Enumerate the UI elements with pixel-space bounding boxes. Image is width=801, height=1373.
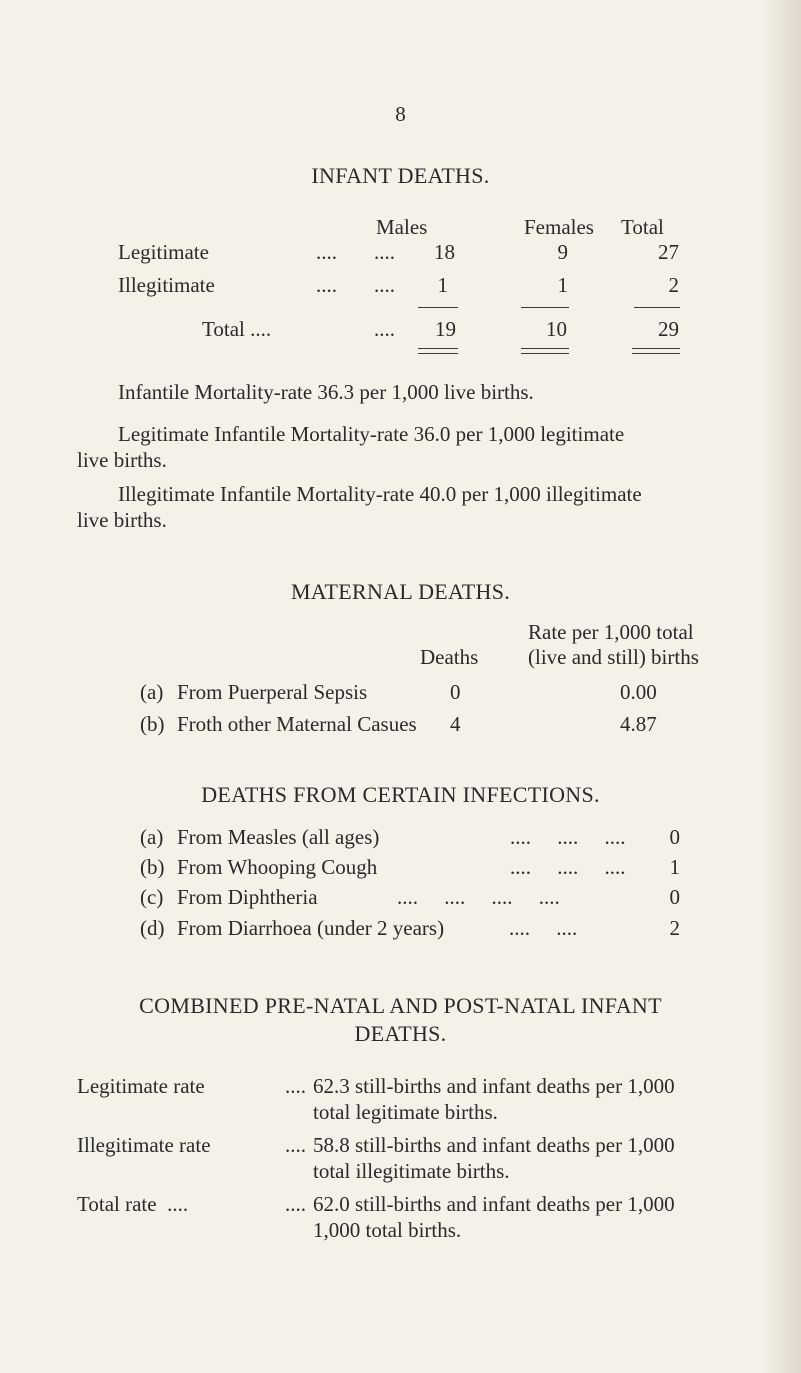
combined-row-legitimate-label: Legitimate rate xyxy=(77,1074,205,1098)
total-double-rule-males xyxy=(418,348,458,354)
legitimate-rate-line2: live births. xyxy=(77,448,167,472)
maternal-row-a-label: From Puerperal Sepsis xyxy=(177,680,368,704)
legitimate-rate-line1: Legitimate Infantile Mortality-rate 36.0 per 1,000 legitimate xyxy=(118,422,625,446)
infantile-mortality-rate-text: Infantile Mortality-rate 36.3 per 1,000 live births. xyxy=(118,380,534,404)
total-row-label: Total .... xyxy=(202,317,272,341)
combined-title-line2: DEATHS. xyxy=(354,1021,447,1046)
row-legitimate-males: 18 xyxy=(434,240,455,264)
maternal-row-a-deaths: 0 xyxy=(450,680,461,704)
infection-row-a-value: 0 xyxy=(669,825,680,849)
maternal-row-b-rate: 4.87 xyxy=(620,712,657,736)
infection-row-c-value: 0 xyxy=(669,885,680,909)
infection-row-d-label: From Diarrhoea (under 2 years) xyxy=(177,916,445,940)
maternal-header-rate-line2: (live and still) births xyxy=(528,645,699,669)
maternal-header-rate-line1: Rate per 1,000 total xyxy=(528,620,694,644)
subtotal-rule-females xyxy=(521,307,569,308)
maternal-row-a-rate: 0.00 xyxy=(620,680,657,704)
combined-row-illegitimate-label: Illegitimate rate xyxy=(77,1133,211,1157)
total-row-males: 19 xyxy=(435,317,456,341)
maternal-row-b-letter: (b) xyxy=(140,712,165,736)
infections-title: DEATHS FROM CERTAIN INFECTIONS. xyxy=(201,782,600,807)
row-legitimate-dots2: .... xyxy=(374,240,395,264)
maternal-row-b-deaths: 4 xyxy=(450,712,461,736)
combined-row-legitimate-line1: 62.3 still-births and infant deaths per 1,000 xyxy=(313,1074,675,1098)
infection-row-b-letter: (b) xyxy=(140,855,165,879)
infection-row-a-letter: (a) xyxy=(140,825,164,849)
combined-row-total-line1: 62.0 still-births and infant deaths per 1,000 xyxy=(313,1192,675,1216)
total-double-rule-females xyxy=(521,348,569,354)
row-legitimate-dots1: .... xyxy=(316,240,337,264)
combined-row-total-label: Total rate .... xyxy=(77,1192,189,1216)
illegitimate-rate-line1: Illegitimate Infantile Mortality-rate 40.0 per 1,000 illegitimate xyxy=(118,482,642,506)
illegitimate-rate-line2: live births. xyxy=(77,508,167,532)
row-legitimate-label: Legitimate xyxy=(118,240,209,264)
infection-row-d-dots: .... .... xyxy=(509,916,578,940)
total-row-females: 10 xyxy=(546,317,567,341)
combined-title-line1: COMBINED PRE-NATAL AND POST-NATAL INFANT xyxy=(139,993,662,1018)
infection-row-c-label: From Diphtheria xyxy=(177,885,318,909)
row-illegitimate-label: Illegitimate xyxy=(118,273,215,297)
row-illegitimate-females: 1 xyxy=(557,273,568,297)
row-illegitimate-males: 1 xyxy=(437,273,448,297)
infection-row-b-label: From Whooping Cough xyxy=(177,855,378,879)
total-double-rule-total xyxy=(632,348,680,354)
row-illegitimate-dots1: .... xyxy=(316,273,337,297)
infection-row-a-label: From Measles (all ages) xyxy=(177,825,380,849)
combined-row-illegitimate-line1: 58.8 still-births and infant deaths per 1,000 xyxy=(313,1133,675,1157)
infection-row-b-value: 1 xyxy=(669,855,680,879)
maternal-row-b-label: Froth other Maternal Casues xyxy=(177,712,417,736)
header-total: Total xyxy=(621,215,664,239)
infection-row-a-dots: .... .... .... xyxy=(510,825,626,849)
maternal-row-a-letter: (a) xyxy=(140,680,164,704)
maternal-deaths-title: MATERNAL DEATHS. xyxy=(290,579,511,604)
infant-deaths-title: INFANT DEATHS. xyxy=(311,163,490,188)
page-number: 8 xyxy=(395,102,406,126)
row-legitimate-females: 9 xyxy=(557,240,568,264)
infection-row-b-dots: .... .... .... xyxy=(510,855,626,879)
combined-row-illegitimate-line2: total illegitimate births. xyxy=(313,1159,510,1183)
infection-row-c-letter: (c) xyxy=(140,885,164,909)
infection-row-d-letter: (d) xyxy=(140,916,165,940)
total-row-dots: .... xyxy=(374,317,395,341)
row-illegitimate-total: 2 xyxy=(668,273,679,297)
subtotal-rule-males xyxy=(418,307,458,308)
row-legitimate-total: 27 xyxy=(658,240,679,264)
combined-row-legitimate-dots: .... xyxy=(285,1074,306,1098)
page-edge-shading xyxy=(761,0,801,1373)
combined-row-illegitimate-dots: .... xyxy=(285,1133,306,1157)
infection-row-c-dots: .... .... .... .... xyxy=(397,885,560,909)
subtotal-rule-total xyxy=(634,307,680,308)
header-females: Females xyxy=(524,215,594,239)
header-males: Males xyxy=(376,215,428,239)
infection-row-d-value: 2 xyxy=(669,916,680,940)
combined-row-total-line2: 1,000 total births. xyxy=(313,1218,462,1242)
combined-row-total-dots: .... xyxy=(285,1192,306,1216)
combined-row-legitimate-line2: total legitimate births. xyxy=(313,1100,498,1124)
maternal-header-deaths: Deaths xyxy=(420,645,479,669)
row-illegitimate-dots2: .... xyxy=(374,273,395,297)
total-row-total: 29 xyxy=(658,317,679,341)
